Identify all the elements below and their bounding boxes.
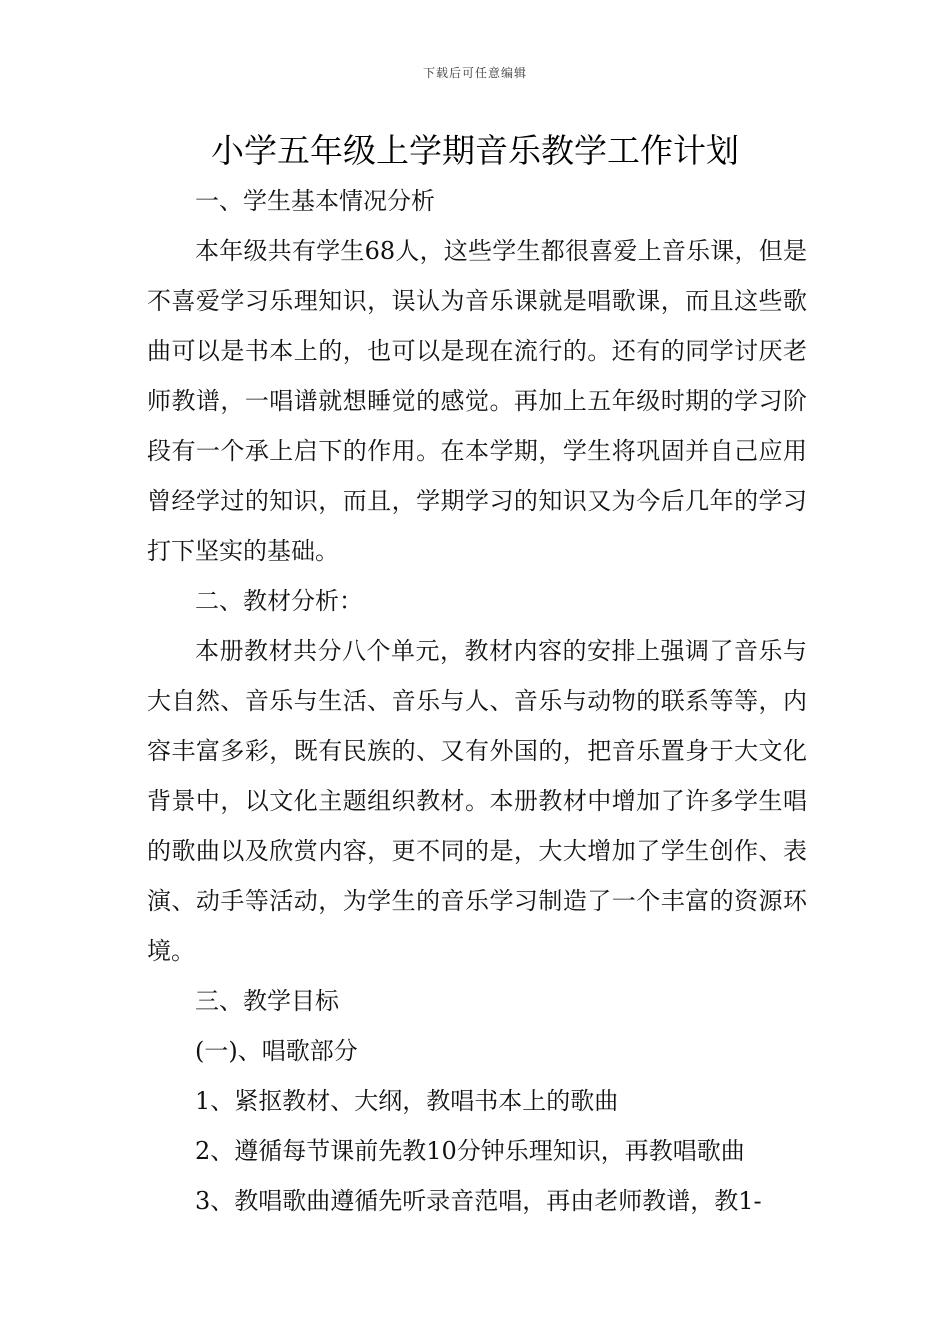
list-item-2: 2、遵循每节课前先教10分钟乐理知识，再教唱歌曲 (195, 1137, 745, 1165)
document-title: 小学五年级上学期音乐教学工作计划 (211, 131, 739, 170)
section-heading-textbook-analysis: 二、教材分析： (195, 587, 363, 615)
paragraph-student-analysis: 本年级共有学生68人，这些学生都很喜爱上音乐课，但是不喜爱学习乐理知识，误认为音乐课就是唱歌课，而且这些歌曲可以是书本上的，也可以是现在流行的。还有的同学讨厌老师教谱，一唱谱就想睡觉的感觉。再加上五年级时期的学习阶段有一个承上启下的作用。在本学期，学生将巩固并自己应用曾经学过的知识，而且，学期学习的知识又为今后几年的学习打下坚实的基础。 (147, 237, 807, 565)
document-body (147, 176, 807, 1226)
list-item-1: 1、紧抠教材、大纲，教唱书本上的歌曲 (195, 1087, 619, 1115)
subsection-heading-singing: (一)、唱歌部分 (195, 1037, 358, 1065)
page-header-note: 下载后可任意编辑 (422, 66, 527, 80)
section-heading-student-analysis: 一、学生基本情况分析 (195, 187, 435, 215)
list-item-3: 3、教唱歌曲遵循先听录音范唱，再由老师教谱，教1- (195, 1187, 762, 1215)
paragraph-textbook-analysis: 本册教材共分八个单元，教材内容的安排上强调了音乐与大自然、音乐与生活、音乐与人、音乐与动物的联系等等，内容丰富多彩，既有民族的、又有外国的，把音乐置身于大文化背景中，以文化主题组织教材。本册教材中增加了许多学生唱的歌曲以及欣赏内容，更不同的是，大大增加了学生创作、表演、动手等活动，为学生的音乐学习制造了一个丰富的资源环境。 (147, 637, 807, 965)
section-heading-teaching-goals: 三、教学目标 (195, 987, 339, 1015)
